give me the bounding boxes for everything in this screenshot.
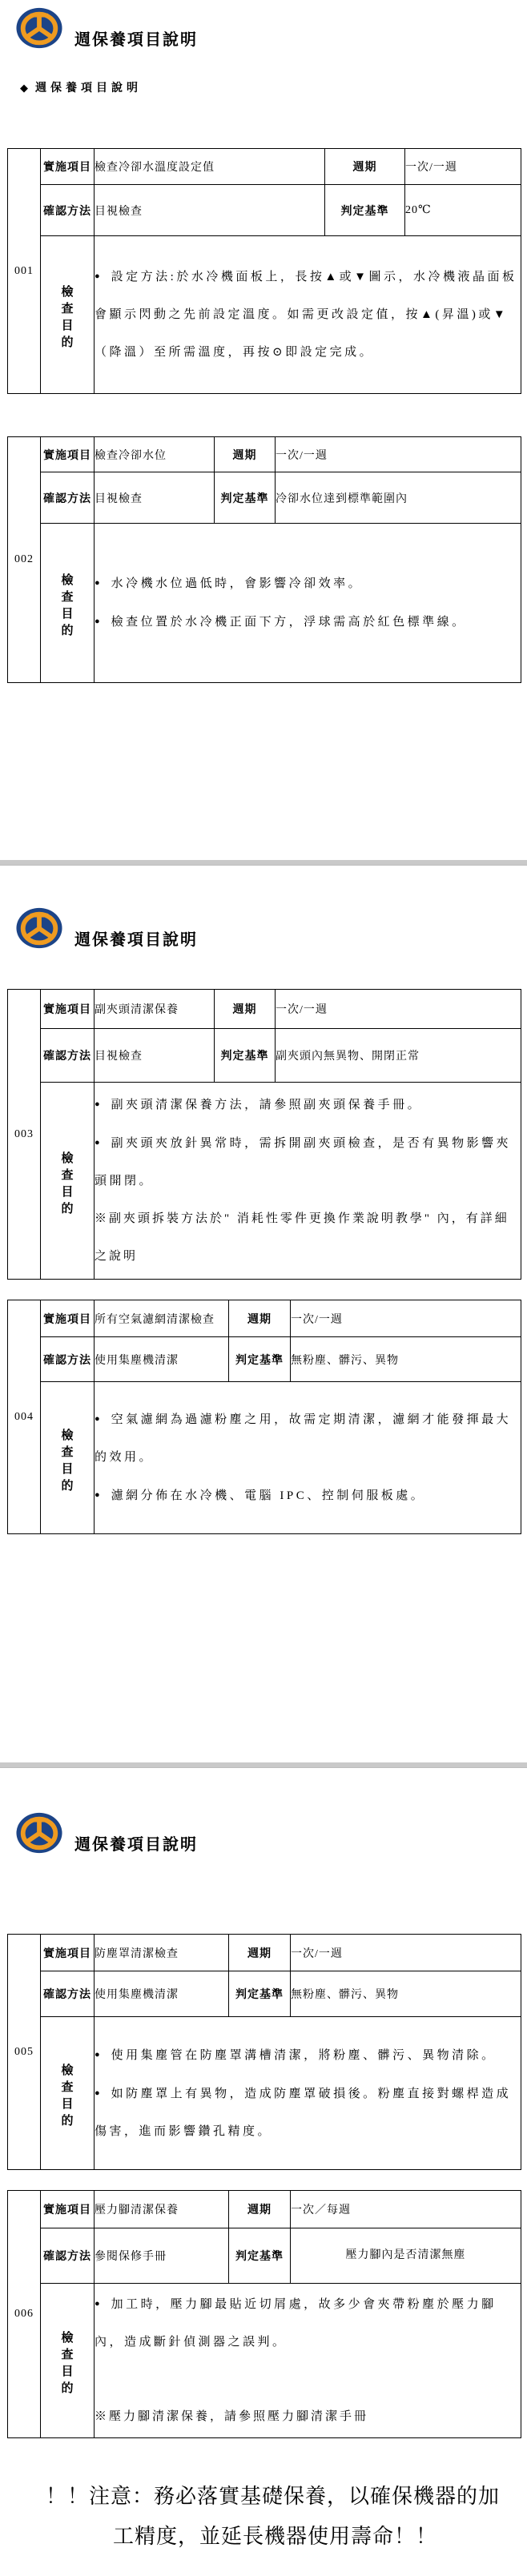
- purpose-char: 目: [61, 1462, 74, 1476]
- period-value: 一次/一週: [291, 1300, 521, 1337]
- page-header: [16, 7, 198, 50]
- purpose-bullet: ● 空氣濾網為過濾粉塵之用，故需定期清潔，濾網才能發揮最大的效用。: [95, 1401, 521, 1477]
- purpose-bullet: ● 檢查位置於水冷機正面下方，浮球需高於紅色標準線。: [95, 603, 521, 641]
- period-value: 一次/一週: [276, 990, 521, 1029]
- diamond-bullet-icon: ◆: [20, 82, 28, 94]
- page-title: 週保養項目說明: [74, 31, 198, 49]
- purpose-char: 檢: [61, 2332, 74, 2345]
- purpose-char: 的: [61, 336, 74, 349]
- impl-item-label: 實施項目: [41, 149, 95, 185]
- method-label: 確認方法: [41, 1337, 95, 1382]
- purpose-char: 的: [61, 625, 74, 637]
- page-title: 週保養項目說明: [74, 1836, 198, 1854]
- page-break-divider: [0, 860, 527, 866]
- purpose-bullet-list: [95, 1086, 521, 1200]
- method-value: 目視檢查: [95, 1029, 215, 1083]
- impl-item-value: 檢查冷卻水溫度設定值: [95, 149, 325, 185]
- warning-note: [46, 2477, 500, 2557]
- purpose-vertical-label: [41, 2315, 94, 2406]
- criteria-value: 副夾頭內無異物、開閉正常: [276, 1029, 521, 1083]
- purpose-char: 目: [61, 608, 74, 621]
- page-header: [16, 907, 198, 950]
- purpose-content-cell: [95, 1083, 521, 1280]
- page-title: 週保養項目說明: [74, 931, 198, 949]
- item-number: 006: [8, 2191, 41, 2438]
- purpose-char: 檢: [61, 1429, 74, 1442]
- purpose-char: 的: [61, 2382, 74, 2395]
- period-label: 週期: [229, 2191, 291, 2228]
- section-heading: [20, 79, 142, 95]
- criteria-value: 20℃: [405, 185, 521, 236]
- impl-item-value: 副夾頭清潔保養: [95, 990, 215, 1029]
- purpose-bullet: ● 如防塵罩上有異物，造成防塵罩破損後。粉塵直接對螺桿造成傷害，進而影響鑽孔精度。: [95, 2075, 521, 2151]
- purpose-bullet: ● 副夾頭清潔保養方法，請參照副夾頭保養手冊。: [95, 1086, 521, 1124]
- purpose-bullet: ● 副夾頭夾放針異常時，需拆開副夾頭檢查，是否有異物影響夾頭開閉。: [95, 1124, 521, 1200]
- method-value: 目視檢查: [95, 472, 215, 524]
- period-value: 一次/一週: [291, 1935, 521, 1971]
- item-number: 001: [8, 149, 41, 394]
- method-value: 參閱保修手冊: [95, 2228, 229, 2284]
- purpose-content-cell: [95, 524, 521, 683]
- maintenance-item-table: [7, 989, 521, 1280]
- method-label: 確認方法: [41, 472, 95, 524]
- criteria-label: 判定基準: [215, 472, 276, 524]
- purpose-label-cell: [41, 2284, 95, 2438]
- page-header: [16, 1812, 198, 1855]
- purpose-char: 查: [61, 303, 74, 315]
- impl-item-label: 實施項目: [41, 1935, 95, 1971]
- purpose-vertical-label: [41, 2048, 94, 2139]
- period-label: 週期: [215, 437, 276, 472]
- method-label: 確認方法: [41, 1029, 95, 1083]
- purpose-vertical-label: [41, 1413, 94, 1504]
- criteria-label: 判定基準: [229, 1337, 291, 1382]
- item-number: 004: [8, 1300, 41, 1534]
- purpose-char: 查: [61, 591, 74, 604]
- purpose-char: 查: [61, 1168, 74, 1182]
- purpose-bullet: ● 使用集塵管在防塵罩溝槽清潔，將粉塵、髒污、異物清除。: [95, 2036, 521, 2075]
- warning-line-2: 工精度，並延長機器使用壽命！！: [113, 2525, 438, 2548]
- purpose-content-cell: [95, 2017, 521, 2170]
- method-value: 使用集塵機清潔: [95, 1971, 229, 2017]
- purpose-note: ※壓力腳清潔保養，請參照壓力腳清潔手冊: [95, 2410, 369, 2423]
- criteria-label: 判定基準: [215, 1029, 276, 1083]
- period-label: 週期: [325, 149, 405, 185]
- period-value: 一次/一週: [405, 149, 521, 185]
- purpose-bullet-list: [95, 1401, 521, 1515]
- impl-item-value: 所有空氣濾網清潔檢查: [95, 1300, 229, 1337]
- purpose-label-cell: [41, 1382, 95, 1534]
- criteria-value: 無粉塵、髒污、異物: [291, 1337, 521, 1382]
- method-label: 確認方法: [41, 2228, 95, 2284]
- purpose-char: 檢: [61, 574, 74, 587]
- company-logo-icon: [16, 1812, 62, 1855]
- warning-line-1: ！！注意：務必落實基礎保養，以確保機器的加: [46, 2485, 501, 2508]
- period-value: 一次／每週: [291, 2191, 521, 2228]
- criteria-value: 冷卻水位達到標準範圍內: [276, 472, 521, 524]
- impl-item-label: 實施項目: [41, 990, 95, 1029]
- company-logo-icon: [16, 907, 62, 950]
- item-number: 002: [8, 437, 41, 683]
- purpose-bullet: ● 水冷機水位過低時，會影響冷卻效率。: [95, 565, 521, 603]
- purpose-vertical-label: [41, 557, 94, 649]
- impl-item-value: 壓力腳清潔保養: [95, 2191, 229, 2228]
- item-number: 003: [8, 990, 41, 1280]
- purpose-char: 檢: [61, 286, 74, 299]
- purpose-content-cell: [95, 1382, 521, 1534]
- criteria-value: 壓力腳內是否清潔無塵: [291, 2228, 521, 2284]
- purpose-bullet: ● 濾網分佈在水冷機、電腦 IPC、控制伺服板處。: [95, 1477, 521, 1515]
- section-heading-label: 週保養項目說明: [35, 82, 142, 94]
- impl-item-label: 實施項目: [41, 437, 95, 472]
- method-value: 目視檢查: [95, 185, 325, 236]
- purpose-note: ※副夾頭拆裝方法於" 消耗性零件更換作業說明教學" 內，有詳細之說明: [95, 1212, 509, 1263]
- criteria-label: 判定基準: [229, 1971, 291, 2017]
- purpose-label-cell: [41, 1083, 95, 1280]
- item-number: 005: [8, 1935, 41, 2170]
- method-value: 使用集塵機清潔: [95, 1337, 229, 1382]
- page-break-divider: [0, 1762, 527, 1768]
- maintenance-item-table: [7, 1934, 521, 2170]
- purpose-notes: [95, 2398, 521, 2436]
- purpose-char: 檢: [61, 1151, 74, 1165]
- purpose-label-cell: [41, 236, 95, 394]
- purpose-bullet-list: [95, 258, 521, 372]
- method-label: 確認方法: [41, 1971, 95, 2017]
- period-label: 週期: [229, 1935, 291, 1971]
- criteria-label: 判定基準: [229, 2228, 291, 2284]
- purpose-char: 檢: [61, 2064, 74, 2077]
- maintenance-item-table: [7, 148, 521, 394]
- purpose-notes: [95, 1200, 521, 1276]
- purpose-char: 的: [61, 1202, 74, 1216]
- purpose-label-cell: [41, 2017, 95, 2170]
- purpose-char: 的: [61, 1479, 74, 1493]
- period-value: 一次/一週: [276, 437, 521, 472]
- method-label: 確認方法: [41, 185, 95, 236]
- maintenance-item-table: [7, 436, 521, 683]
- purpose-vertical-label: [41, 269, 94, 360]
- purpose-bullet: ● 加工時，壓力腳最貼近切屑處，故多少會夾帶粉塵於壓力腳內，造成斷針偵測器之誤判。: [95, 2285, 521, 2361]
- period-label: 週期: [229, 1300, 291, 1337]
- purpose-char: 目: [61, 1185, 74, 1199]
- purpose-vertical-label: [41, 1135, 94, 1227]
- purpose-char: 目: [61, 2098, 74, 2111]
- maintenance-item-table: [7, 2190, 521, 2438]
- purpose-content-cell: [95, 2284, 521, 2438]
- purpose-char: 目: [61, 319, 74, 332]
- purpose-bullet: ● 設定方法:於水冷機面板上，長按▲或▼圖示，水冷機液晶面板會顯示閃動之先前設定溫度。如需更改設定值，按▲(昇溫)或▼（降溫）至所需溫度，再按⊙即設定完成。: [95, 258, 521, 372]
- purpose-bullet-list: [95, 565, 521, 641]
- purpose-label-cell: [41, 524, 95, 683]
- purpose-char: 目: [61, 2365, 74, 2378]
- purpose-bullet-list: [95, 2036, 521, 2151]
- purpose-char: 的: [61, 2115, 74, 2128]
- purpose-char: 查: [61, 2081, 74, 2094]
- company-logo-icon: [16, 7, 62, 50]
- impl-item-label: 實施項目: [41, 1300, 95, 1337]
- criteria-label: 判定基準: [325, 185, 405, 236]
- impl-item-label: 實施項目: [41, 2191, 95, 2228]
- purpose-bullet-list: [95, 2285, 521, 2361]
- impl-item-value: 防塵罩清潔檢查: [95, 1935, 229, 1971]
- purpose-content-cell: [95, 236, 521, 394]
- purpose-char: 查: [61, 1445, 74, 1459]
- period-label: 週期: [215, 990, 276, 1029]
- maintenance-item-table: [7, 1300, 521, 1534]
- purpose-char: 查: [61, 2349, 74, 2361]
- impl-item-value: 檢查冷卻水位: [95, 437, 215, 472]
- criteria-value: 無粉塵、髒污、異物: [291, 1971, 521, 2017]
